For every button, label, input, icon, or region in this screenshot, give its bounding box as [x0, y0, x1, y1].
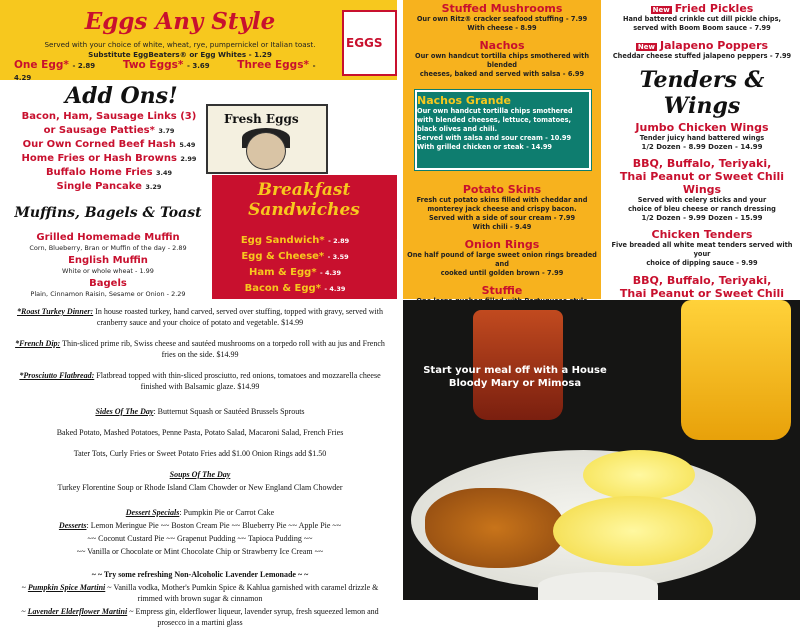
addons-list: [14, 110, 204, 194]
item-description: With cheese - 8.99: [467, 24, 537, 32]
item-description: with blended cheeses, lettuce, tomatoes,: [417, 116, 572, 124]
jalapeno-title: New Jalapeno Poppers: [637, 39, 769, 52]
stuffie-title: Stuffie: [481, 284, 523, 297]
eggs-substitute-line: Substitute EggBeaters® or Egg Whites - 1.29: [88, 50, 272, 59]
list-item: English Muffin: [68, 255, 148, 266]
item-description: With grilled chicken or steak - 14.99: [417, 143, 553, 151]
bbq-wings-title: BBQ, Buffalo, Teriyaki, Thai Peanut or Sweet Chili Wings: [619, 157, 785, 196]
price-two-eggs: Two Eggs* - 3.69: [122, 59, 210, 71]
list-item: Buffalo Home Fries 3.49: [45, 167, 173, 178]
item-description: served with Boom Boom sauce - 7.99: [633, 24, 771, 32]
specials-panel: [0, 300, 400, 627]
sandwiches-title: Breakfast Sandwiches: [248, 180, 360, 220]
list-item: Bacon & Egg* - 4.39: [244, 283, 346, 294]
promo-text: Start your meal off with a House Bloody Mary or Mimosa: [423, 365, 607, 389]
pumpkin-martini: ~ Pumpkin Spice Martini ~ Vanilla vodka, Mother's Pumkin Spice & Kahlua garnished with caramel drizzle & rimmed with brown sugar & cinnamon: [21, 583, 379, 603]
item-description: Our own handcut tortilla chips smothered with blended: [414, 52, 590, 69]
eggs-benedict-icon: [553, 496, 713, 566]
item-description: Hand battered crinkle cut dill pickle chips,: [622, 15, 782, 23]
lemonade-line: ~ ~ Try some refreshing Non-Alcoholic Lavender Lemonade ~ ~: [91, 570, 309, 579]
item-description: black olives and chili.: [417, 125, 498, 133]
egg-carton-icon: [342, 10, 397, 76]
item-description: Cheddar cheese stuffed jalapeno peppers - 7.99: [612, 52, 792, 60]
new-badge: New: [652, 6, 670, 14]
item-description: choice of bleu cheese or ranch dressing: [628, 205, 776, 213]
dessert-specials: Dessert Specials: Pumpkin Pie or Carrot Cake: [125, 508, 275, 517]
eggs-prices: [14, 59, 334, 83]
list-item: Egg & Cheese* - 3.59: [241, 251, 349, 262]
nachos-title: Nachos: [479, 39, 525, 52]
item-description: Served with celery sticks and your: [637, 196, 767, 204]
fresh-eggs-illustration: [206, 104, 328, 174]
desserts-line-2: ~~ Coconut Custard Pie ~~ Grapenut Pudding ~~ Tapioca Pudding ~~: [87, 534, 313, 543]
list-item: or Sausage Patties* 3.79: [43, 125, 175, 136]
soups-list: Turkey Florentine Soup or Rhode Island Clam Chowder or New England Clam Chowder: [57, 483, 343, 492]
sides-list: Baked Potato, Mashed Potatoes, Penne Pasta, Potato Salad, Macaroni Salad, French Fries: [56, 428, 344, 437]
nachos-grande-box: [415, 90, 591, 170]
chicken-tenders-title: Chicken Tenders: [651, 228, 753, 241]
list-item: Bagels: [89, 278, 127, 289]
eggs-desc-line: Served with your choice of white, wheat, rye, pumpernickel or Italian toast.: [44, 40, 316, 49]
sides-of-the-day: Sides Of The Day: Butternut Squash or Sautéed Brussels Sprouts: [95, 407, 305, 416]
item-description: With chili - 9.49: [472, 223, 532, 231]
jumbo-wings-title: Jumbo Chicken Wings: [635, 121, 769, 134]
muffins-title: Muffins, Bagels & Toast: [14, 205, 202, 221]
potato-skins-title: Potato Skins: [462, 183, 542, 196]
list-item: Grilled Homemade Muffin: [36, 232, 180, 243]
item-description: Our own handcut tortilla chips smothered: [417, 107, 573, 115]
eggs-title: Eggs Any Style: [84, 8, 276, 35]
item-description: Corn, Blueberry, Bran or Muffin of the day - 2.89: [29, 244, 187, 252]
appetizers-panel: [403, 0, 800, 299]
onion-rings-title: Onion Rings: [464, 238, 540, 251]
tenders-wings-title: Tenders & Wings: [639, 67, 765, 119]
item-description: Served with salsa and sour cream - 10.99: [417, 134, 572, 142]
special-roast-turkey: *Roast Turkey Dinner: In house roasted turkey, hand carved, served over stuffing, topped with gravy, served with cranberry sauce and your choice of potato and vegetable. $14.99: [17, 307, 383, 327]
nachos-grande-title: Nachos Grande: [417, 94, 511, 107]
item-description: monterey jack cheese and crispy bacon.: [427, 205, 577, 213]
list-item: Our Own Corned Beef Hash 5.49: [22, 139, 196, 150]
special-flatbread: *Prosciutto Flatbread: Flatbread topped with thin-sliced prosciutto, red onions, tomatoes and mozzarella cheese finished with Balsamic glaze. $14.99: [19, 371, 381, 391]
woman-face-icon: [246, 132, 286, 170]
list-item: Ham & Egg* - 4.39: [248, 267, 342, 278]
soups-heading: Soups Of The Day: [169, 470, 231, 479]
breakfast-menu-panel: [0, 0, 397, 299]
food-photo-panel: [403, 300, 800, 600]
sandwiches-list: [220, 233, 370, 297]
item-description: cooked until golden brown - 7.99: [440, 269, 564, 277]
desserts-line-3: ~~ Vanilla or Chocolate or Mint Chocolate Chip or Strawberry Ice Cream ~~: [76, 547, 324, 556]
egg-carton-label: EGGS: [346, 36, 383, 50]
item-description: Five breaded all white meat tenders served with your: [611, 241, 793, 258]
wings-column: [607, 0, 797, 331]
item-description: White or whole wheat - 1.99: [62, 267, 154, 275]
item-description: Our own Ritz® cracker seafood stuffing - 7.99: [416, 15, 588, 23]
special-french-dip: *French Dip: Thin-sliced prime rib, Swiss cheese and sautéed mushrooms on a torpedo roll with au jus and French fries on the side. $14.99: [15, 339, 385, 359]
list-item: Bacon, Ham, Sausage Links (3): [21, 111, 197, 122]
item-description: cheeses, baked and served with salsa - 6.99: [419, 70, 585, 78]
item-description: Served with a side of sour cream - 7.99: [428, 214, 576, 222]
sides-extra: Tater Tots, Curly Fries or Sweet Potato Fries add $1.00 Onion Rings add $1.50: [73, 449, 327, 458]
list-item: Egg Sandwich* - 2.89: [240, 235, 350, 246]
list-item: Single Pancake 3.29: [56, 181, 162, 192]
new-badge: New: [637, 43, 655, 51]
item-description: Fresh cut potato skins filled with cheddar and: [416, 196, 588, 204]
list-item: Home Fries or Hash Browns 2.99: [21, 153, 197, 164]
item-description: choice of dipping sauce - 9.99: [646, 259, 758, 267]
coffee-cup-icon: [538, 572, 658, 600]
item-description: Tender juicy hand battered wings: [639, 134, 765, 142]
eggs-description: [10, 40, 350, 60]
muffins-list: [8, 233, 208, 302]
item-description: One half pound of large sweet onion rings breaded and: [407, 251, 597, 268]
bbq-tenders-title: BBQ, Buffalo, Teriyaki, Thai Peanut or Sweet Chili: [619, 274, 785, 300]
fried-pickles-title: New Fried Pickles: [652, 2, 754, 15]
fresh-eggs-label: Fresh Eggs: [224, 112, 299, 126]
stuffed-mushrooms-title: Stuffed Mushrooms: [441, 2, 563, 15]
item-price: 1/2 Dozen - 8.99 Dozen - 14.99: [641, 143, 763, 151]
item-price: 1/2 Dozen - 9.99 Dozen - 15.99: [641, 214, 763, 222]
item-description: Plain, Cinnamon Raisin, Sesame or Onion - 2.29: [30, 290, 186, 298]
mimosa-glass-icon: [681, 300, 791, 440]
addons-title: Add Ons!: [65, 83, 178, 109]
lavender-martini: ~ Lavender Elderflower Martini ~ Empress gin, elderflower liqueur, lavender syrup, fresh squeezed lemon and prosecco in a martini glass: [21, 607, 379, 627]
eggs-benedict-icon: [583, 450, 695, 500]
desserts-list: Desserts: Lemon Meringue Pie ~~ Boston Cream Pie ~~ Blueberry Pie ~~ Apple Pie ~~: [58, 521, 342, 530]
price-one-egg: One Egg* - 2.89: [14, 59, 96, 71]
home-fries-icon: [425, 488, 565, 568]
price-three-eggs: Three Eggs* - 4.29: [14, 59, 316, 82]
